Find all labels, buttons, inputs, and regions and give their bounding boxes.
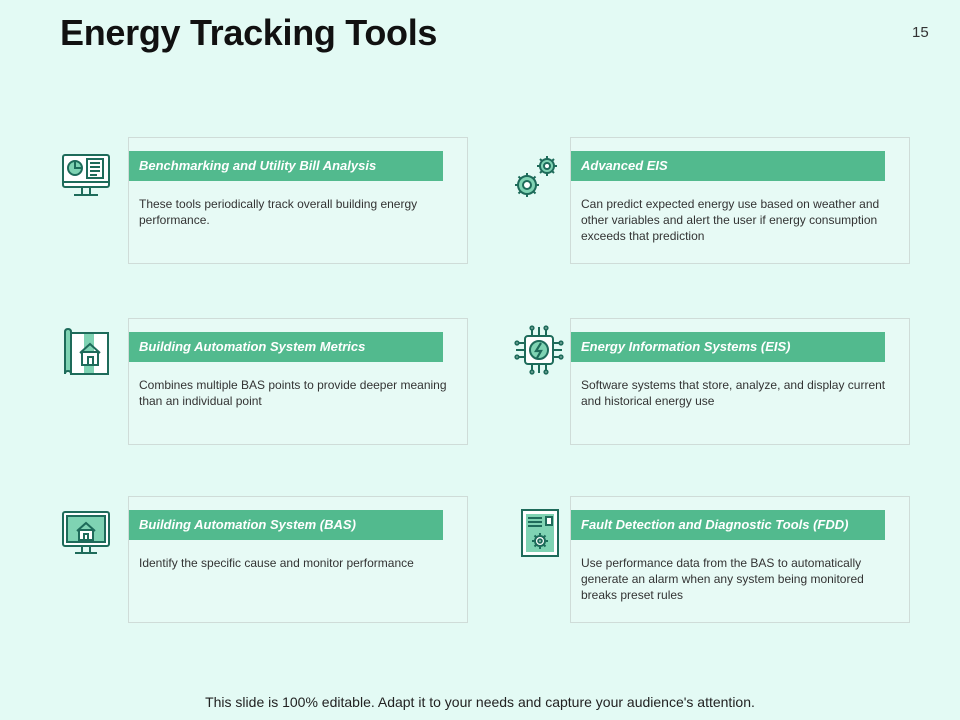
monitor-house-icon bbox=[60, 507, 112, 559]
card-description: Combines multiple BAS points to provide deeper meaning than an individual point bbox=[139, 378, 447, 408]
card-bas bbox=[128, 496, 468, 623]
page-number: 15 bbox=[912, 24, 929, 41]
card-fdd bbox=[570, 496, 910, 623]
card-heading: Benchmarking and Utility Bill Analysis bbox=[129, 151, 443, 181]
card-heading: Building Automation System Metrics bbox=[129, 332, 443, 362]
card-bas-metrics bbox=[128, 318, 468, 445]
document-gear-icon bbox=[515, 507, 567, 559]
card-description: Identify the specific cause and monitor performance bbox=[139, 556, 414, 570]
card-heading: Energy Information Systems (EIS) bbox=[571, 332, 885, 362]
blueprint-house-icon bbox=[60, 327, 112, 379]
gears-icon bbox=[510, 153, 562, 205]
card-heading: Building Automation System (BAS) bbox=[129, 510, 443, 540]
slide-title: Energy Tracking Tools bbox=[60, 12, 438, 53]
footer-note: This slide is 100% editable. Adapt it to your needs and capture your audience's attention. bbox=[205, 694, 755, 710]
card-eis bbox=[570, 318, 910, 445]
card-heading: Fault Detection and Diagnostic Tools (FDD) bbox=[571, 510, 885, 540]
monitor-chart-icon bbox=[60, 150, 112, 202]
card-heading: Advanced EIS bbox=[571, 151, 885, 181]
card-description: Use performance data from the BAS to automatically generate an alarm when any system being monitored breaks preset rules bbox=[581, 556, 864, 602]
card-advanced-eis bbox=[570, 137, 910, 264]
card-description: Software systems that store, analyze, and display current and historical energy use bbox=[581, 378, 886, 408]
card-description: These tools periodically track overall building energy performance. bbox=[139, 197, 418, 227]
card-benchmarking bbox=[128, 137, 468, 264]
card-description: Can predict expected energy use based on weather and other variables and alert the user if energy consumption exceeds that prediction bbox=[581, 197, 880, 243]
energy-chip-icon bbox=[513, 324, 565, 376]
